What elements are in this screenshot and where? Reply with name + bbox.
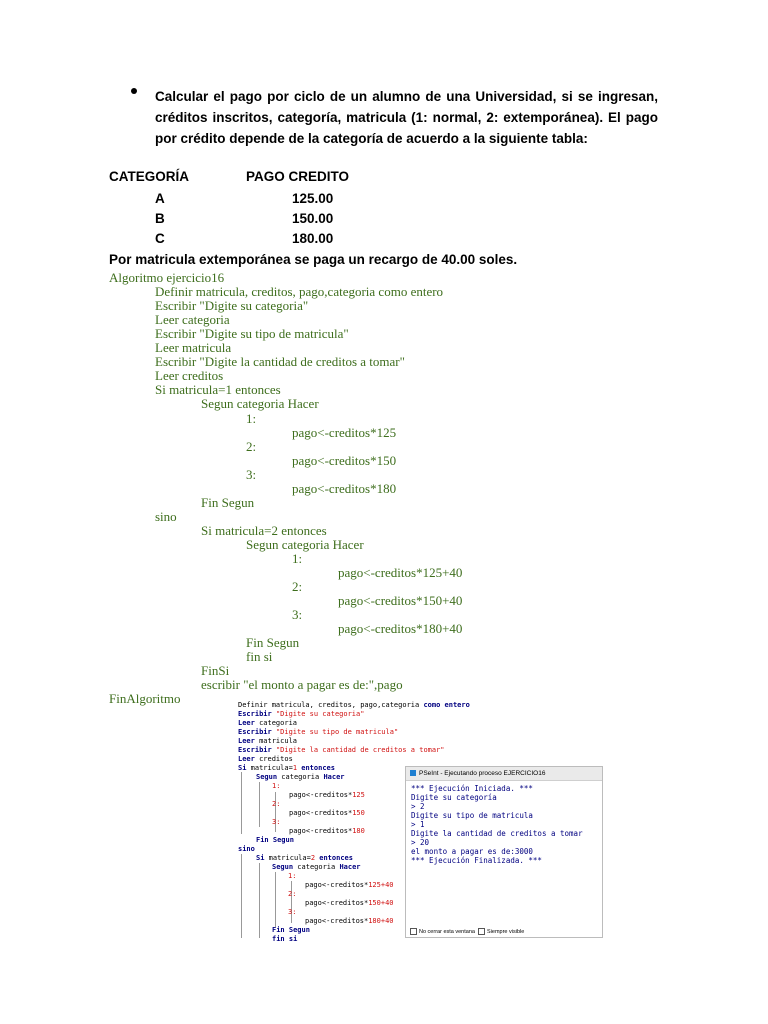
editor-line: pago<-creditos*125+40 xyxy=(305,881,394,889)
code-line: 1: xyxy=(292,551,303,566)
code-line: Escribir "Digite su tipo de matricula" xyxy=(155,326,349,341)
editor-line: Escribir "Digite su tipo de matricula" xyxy=(238,728,399,736)
editor-line: 1: xyxy=(272,782,281,790)
indent-guide xyxy=(259,863,260,938)
code-line: pago<-creditos*150+40 xyxy=(338,593,463,608)
always-visible-label: Siempre visible xyxy=(487,928,525,935)
editor-line: Leer creditos xyxy=(238,755,293,763)
code-line: Leer creditos xyxy=(155,368,224,383)
console-title: PSeInt - Ejecutando proceso EJERCICIO16 xyxy=(419,770,546,777)
code-line: sino xyxy=(155,509,177,524)
code-line: Si matricula=1 entonces xyxy=(155,382,281,397)
code-line: 3: xyxy=(246,467,257,482)
pseint-app-icon xyxy=(410,770,416,776)
editor-line: pago<-creditos*150+40 xyxy=(305,899,394,907)
editor-line: 3: xyxy=(272,818,281,826)
table-cell-category: A xyxy=(155,191,165,206)
code-line: fin si xyxy=(246,649,273,664)
editor-line: Escribir "Digite su categoria" xyxy=(238,710,365,718)
code-line: pago<-creditos*180 xyxy=(292,481,397,496)
console-window xyxy=(405,766,603,938)
editor-line: Escribir "Digite la cantidad de creditos a tomar" xyxy=(238,746,445,754)
editor-line: Fin Segun xyxy=(256,836,294,844)
editor-line: 2: xyxy=(288,890,297,898)
editor-line: Si matricula=2 entonces xyxy=(256,854,353,862)
editor-line: pago<-creditos*125 xyxy=(289,791,365,799)
console-footer xyxy=(410,928,524,935)
indent-guide xyxy=(291,881,292,923)
code-line: Algoritmo ejercicio16 xyxy=(109,270,225,285)
always-visible-checkbox[interactable] xyxy=(478,928,485,935)
code-line: Escribir "Digite la cantidad de creditos a tomar" xyxy=(155,354,405,369)
surcharge-note: Por matricula extemporánea se paga un recargo de 40.00 soles. xyxy=(109,252,518,267)
code-line: escribir "el monto a pagar es de:",pago xyxy=(201,677,403,692)
indent-guide xyxy=(275,792,276,832)
keep-open-label: No cerrar esta ventana xyxy=(419,928,475,935)
editor-line: Segun categoria Hacer xyxy=(256,773,345,781)
code-line: Leer matricula xyxy=(155,340,232,355)
editor-line: Leer matricula xyxy=(238,737,298,745)
code-line: pago<-creditos*180+40 xyxy=(338,621,463,636)
editor-line: Leer categoria xyxy=(238,719,298,727)
editor-line: 2: xyxy=(272,800,281,808)
statement-line-3: por crédito depende de la categoría de acuerdo a la siguiente tabla: xyxy=(155,131,588,146)
console-line: *** Ejecución Finalizada. *** xyxy=(411,856,542,865)
code-line: Fin Segun xyxy=(201,495,255,510)
table-cell-category: B xyxy=(155,211,165,226)
editor-line: 3: xyxy=(288,908,297,916)
table-cell-payment: 125.00 xyxy=(292,191,334,206)
console-line: > 20 xyxy=(411,838,430,847)
code-line: Segun categoria Hacer xyxy=(246,537,364,552)
code-line: Segun categoria Hacer xyxy=(201,396,319,411)
problem-statement xyxy=(155,86,658,149)
indent-guide xyxy=(241,772,242,834)
statement-line-2: créditos inscritos, categoría, matricula (1: normal, 2: extemporánea). El pago xyxy=(155,110,658,125)
code-line: Si matricula=2 entonces xyxy=(201,523,327,538)
indent-guide xyxy=(275,872,276,927)
console-line: el monto a pagar es de:3000 xyxy=(411,847,533,856)
statement-line-1: Calcular el pago por ciclo de un alumno de una Universidad, si se ingresan, xyxy=(155,89,658,104)
indent-guide xyxy=(259,782,260,827)
editor-line: pago<-creditos*180+40 xyxy=(305,917,394,925)
code-line: Escribir "Digite su categoria" xyxy=(155,298,309,313)
editor-line: 1: xyxy=(288,872,297,880)
keep-open-checkbox[interactable] xyxy=(410,928,417,935)
indent-guide xyxy=(241,854,242,938)
console-title-bar xyxy=(406,767,602,781)
editor-line: pago<-creditos*150 xyxy=(289,809,365,817)
table-header-payment: PAGO CREDITO xyxy=(246,169,350,184)
code-line: 3: xyxy=(292,607,303,622)
console-line: > 1 xyxy=(411,820,425,829)
table-cell-payment: 180.00 xyxy=(292,231,334,246)
table-header-category: CATEGORÍA xyxy=(109,169,189,184)
editor-line: Si matricula=1 entonces xyxy=(238,764,335,772)
editor-line: sino xyxy=(238,845,255,853)
code-line: Definir matricula, creditos, pago,categoria como entero xyxy=(155,284,444,299)
console-line: Digite su categoría xyxy=(411,793,497,802)
editor-line: Definir matricula, creditos, pago,categoria como entero xyxy=(238,701,470,709)
editor-line: fin si xyxy=(272,935,298,943)
code-line: FinAlgoritmo xyxy=(109,691,181,706)
code-line: 1: xyxy=(246,411,257,426)
console-line: *** Ejecución Iniciada. *** xyxy=(411,784,533,793)
code-line: pago<-creditos*125 xyxy=(292,425,397,440)
code-line: pago<-creditos*125+40 xyxy=(338,565,463,580)
table-cell-payment: 150.00 xyxy=(292,211,334,226)
editor-line: Fin Segun xyxy=(272,926,310,934)
bullet-point xyxy=(131,88,137,94)
table-cell-category: C xyxy=(155,231,165,246)
console-line: > 2 xyxy=(411,802,425,811)
console-line: Digite su tipo de matricula xyxy=(411,811,533,820)
code-line: pago<-creditos*150 xyxy=(292,453,397,468)
code-line: Fin Segun xyxy=(246,635,300,650)
code-line: 2: xyxy=(246,439,257,454)
code-line: Leer categoria xyxy=(155,312,230,327)
code-line: 2: xyxy=(292,579,303,594)
code-line: FinSi xyxy=(201,663,230,678)
console-line: Digite la cantidad de creditos a tomar xyxy=(411,829,583,838)
editor-line: Segun categoria Hacer xyxy=(272,863,361,871)
editor-line: pago<-creditos*180 xyxy=(289,827,365,835)
